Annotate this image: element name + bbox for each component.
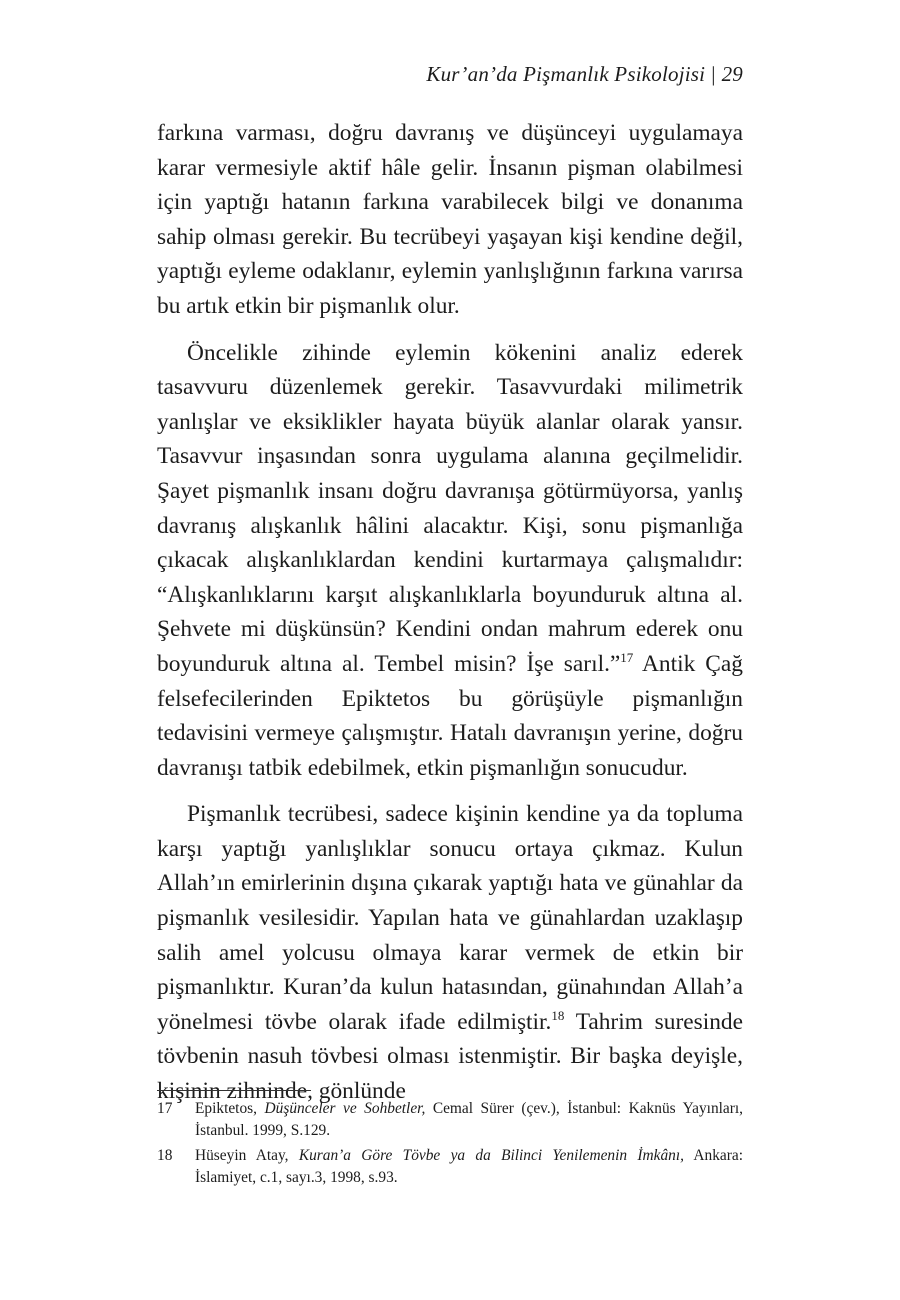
main-text — [157, 116, 743, 1121]
footnotes — [157, 1098, 743, 1192]
footnote-number: 18 — [157, 1147, 173, 1164]
page-number: 29 — [721, 62, 743, 86]
running-header — [426, 62, 743, 87]
footnote-details: Cemal Sürer (çev.), İstanbul: Kaknüs Yayınları, İstanbul. 1999, S.129. — [195, 1100, 744, 1139]
footnote-18 — [157, 1145, 743, 1189]
paragraph-1: farkına varması, doğru davranış ve düşünceyi uygulamaya karar vermesiyle aktif hâle gelir. İnsanın pişman olabilmesi için yaptığı hatanın farkına varabilecek bilgi ve donanıma sahip olması gerekir. Bu tecrübeyi yaşayan kişi kendine değil, yaptığı eyleme odaklanır, eylemin yanlışlığının farkına varırsa bu artık etkin bir pişmanlık olur. — [157, 120, 743, 319]
paragraph-3-text-b: Tahrim suresinde tövbenin nasuh tövbesi olması istenmiştir. Bir başka deyişle, kişinin zihninde, gönlünde — [157, 1008, 743, 1105]
footnote-work-title: Kuran’a Göre Tövbe ya da Bilinci Yenilemenin İmkânı, — [298, 1147, 684, 1164]
footnote-author: Hüseyin Atay, — [195, 1147, 299, 1164]
footnote-text — [195, 1145, 743, 1189]
footnote-work-title: Düşünceler ve Sohbetler, — [264, 1100, 426, 1117]
paragraph-2-text-a: Öncelikle zihinde eylemin kökenini analiz ederek tasavvuru düzenlemek gerekir. Tasavvurdaki milimetrik yanlışlar ve eksiklikler hayata büyük alanlar olarak yansır. Tasavvur inşasından sonra uygulama alanına geçilmelidir. Şayet pişmanlık insanı doğru davranışa götürmüyorsa, yanlış davranış alışkanlık hâlini alacaktır. Kişi, sonu pişmanlığa çıkacak alışkanlıklardan kendini kurtarmaya çalışmalıdır: “Alışkanlıklarını karşıt alışkanlıklarla boyunduruk altına al. Şehvete mi düşkünsün? Kendini ondan mahrum ederek onu boyunduruk altına al. Tembel misin? İşe sarıl.” — [157, 339, 743, 677]
footnote-17 — [157, 1098, 743, 1142]
footnote-ref-18[interactable]: 18 — [551, 1007, 565, 1023]
footnote-ref-17[interactable]: 17 — [620, 649, 634, 665]
paragraph-3-text-a: Pişmanlık tecrübesi, sadece kişinin kendine ya da topluma karşı yaptığı yanlışlıklar sonucu ortaya çıkmaz. Kulun Allah’ın emirlerinin dışına çıkarak yaptığı hata ve günahlar da pişmanlık vesilesidir. Yapılan hata ve günahlardan uzaklaşıp salih amel yolcusu olmaya karar vermek de etkin bir pişmanlıktır. Kuran’da kulun hatasından, günahından Allah’a yönelmesi tövbe olarak ifade edilmiştir. — [157, 801, 743, 1035]
footnote-text — [195, 1098, 743, 1142]
header-separator: | — [711, 62, 716, 86]
paragraph-2 — [157, 336, 743, 786]
paragraph-2-text-b: Antik Çağ felsefecilerinden Epiktetos bu görüşüyle pişmanlığın tedavisini vermeye çalışmıştır. Hatalı davranışın yerine, doğru davranışı tatbik edebilmek, etkin pişmanlığın sonucudur. — [157, 650, 743, 781]
footnote-divider — [157, 1090, 311, 1091]
book-title: Kur’an’da Pişmanlık Psikolojisi — [426, 62, 706, 86]
footnote-details: Ankara: İslamiyet, c.1, sayı.3, 1998, s.93. — [195, 1147, 743, 1186]
paragraph-3 — [157, 797, 743, 1108]
footnote-author: Epiktetos, — [195, 1100, 265, 1117]
footnote-number: 17 — [157, 1100, 173, 1117]
